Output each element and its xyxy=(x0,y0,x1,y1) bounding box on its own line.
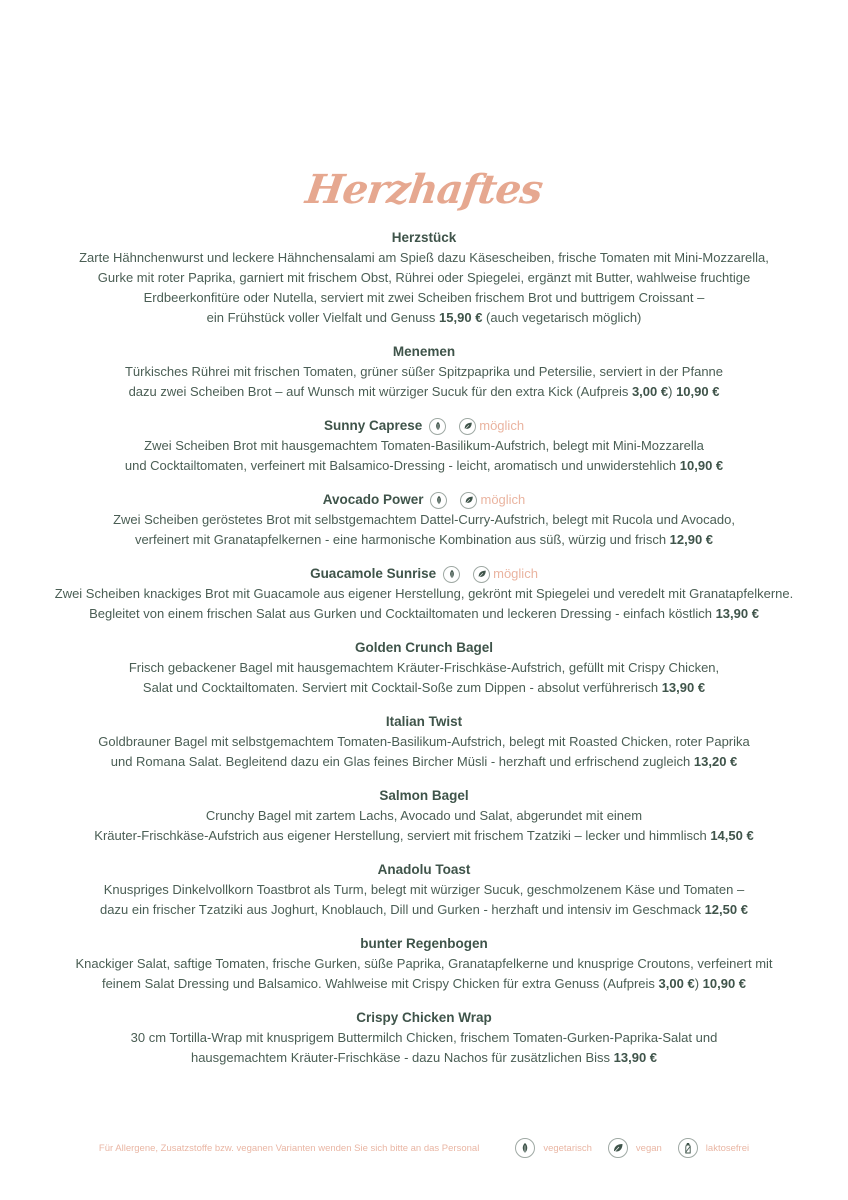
description-text: Gurke mit roter Paprika, garniert mit frischem Obst, Rührei oder Spiegelei, ergänzt mit Butter, wahlweise fruchtige xyxy=(97,270,751,285)
description-text: Salat und Cocktailtomaten. Serviert mit Cocktail-Soße zum Dippen - absolut verführerisch xyxy=(142,680,662,695)
menu-item-header xyxy=(0,1008,848,1028)
price: 13,90 € xyxy=(661,680,706,695)
vegan-possible-label: möglich xyxy=(480,492,526,507)
legend-label: vegan xyxy=(635,1142,662,1154)
description-text: Zwei Scheiben knackiges Brot mit Guacamole aus eigener Herstellung, gekrönt mit Spiegelei und veredelt mit Granatapfelkerne. xyxy=(54,586,794,601)
menu-item-description-line xyxy=(0,678,848,698)
price: 15,90 € xyxy=(439,310,483,325)
description-text: Zarte Hähnchenwurst und leckere Hähnchensalami am Spieß dazu Käsescheiben, frische Tomaten mit Mini-Mozzarella, xyxy=(79,250,769,265)
description-text: verfeinert mit Granatapfelkernen - eine harmonische Kombination aus süß, würzig und frisch xyxy=(134,532,670,547)
menu-item-name: Crispy Chicken Wrap xyxy=(356,1010,492,1025)
menu-item-header xyxy=(0,342,848,362)
description-text: ) xyxy=(668,384,677,399)
allergen-note: Für Allergene, Zusatzstoffe bzw. veganen Varianten wenden Sie sich bitte an das Personal xyxy=(98,1142,480,1154)
menu-item-header xyxy=(0,228,848,248)
menu-item-name: Guacamole Sunrise xyxy=(310,566,437,581)
description-text: feinem Salat Dressing und Balsamico. Wahlweise mit Crispy Chicken für extra Genuss (Aufpreis xyxy=(101,976,659,991)
menu-list xyxy=(0,228,848,1082)
price: 13,90 € xyxy=(613,1050,658,1065)
menu-item-description-line xyxy=(0,456,848,476)
legend xyxy=(499,1138,749,1158)
legend-item xyxy=(678,1138,749,1158)
vegetarian-leaf-icon xyxy=(515,1138,535,1158)
description-text: Crunchy Bagel mit zartem Lachs, Avocado und Salat, abgerundet mit einem xyxy=(205,808,643,823)
menu-item-header xyxy=(0,934,848,954)
menu-item-description-line xyxy=(0,806,848,826)
lactose-free-bottle-icon xyxy=(678,1138,698,1158)
menu-item-description-line xyxy=(0,1048,848,1068)
price: 12,50 € xyxy=(704,902,748,917)
page-title: Herzhaftes xyxy=(302,166,546,213)
menu-item-name: Avocado Power xyxy=(322,492,424,507)
menu-item-description-line xyxy=(0,658,848,678)
price: 3,00 € xyxy=(631,384,669,399)
legend-item xyxy=(608,1138,662,1158)
menu-item xyxy=(0,860,848,920)
menu-item xyxy=(0,416,848,476)
menu-item-description-line xyxy=(0,954,848,974)
menu-item xyxy=(0,712,848,772)
description-text: hausgemachtem Kräuter-Frischkäse - dazu Nachos für zusätzlichen Biss xyxy=(190,1050,614,1065)
menu-item-description-line xyxy=(0,248,848,268)
vegan-option xyxy=(473,564,538,584)
description-text: dazu ein frischer Tzatziki aus Joghurt, Knoblauch, Dill und Gurken - herzhaft und intensiv im Geschmack xyxy=(100,902,705,917)
legend-label: laktosefrei xyxy=(705,1142,750,1154)
description-text: Kräuter-Frischkäse-Aufstrich aus eigener Herstellung, serviert mit frischem Tzatziki – lecker und himmlisch xyxy=(94,828,711,843)
price: 10,90 € xyxy=(676,384,720,399)
menu-item-description-line xyxy=(0,1028,848,1048)
description-text: dazu zwei Scheiben Brot – auf Wunsch mit würziger Sucuk für den extra Kick (Aufpreis xyxy=(128,384,632,399)
description-text: Knackiger Salat, saftige Tomaten, frische Gurken, süße Paprika, Granatapfelkerne und knusprige Croutons, verfeinert mit xyxy=(75,956,773,971)
menu-item xyxy=(0,1008,848,1068)
vegan-possible-label: möglich xyxy=(493,566,538,581)
menu-item-description-line xyxy=(0,604,848,624)
menu-item-description-line xyxy=(0,880,848,900)
vegan-leaf-icon xyxy=(460,492,477,509)
vegan-leaf-icon xyxy=(459,418,476,435)
vegan-option xyxy=(459,416,524,436)
menu-item-name: Anadolu Toast xyxy=(377,862,471,877)
menu-item xyxy=(0,564,848,624)
description-text: ein Frühstück voller Vielfalt und Genuss xyxy=(206,310,440,325)
description-text: (auch vegetarisch möglich) xyxy=(482,310,642,325)
menu-item-description-line xyxy=(0,974,848,994)
vegan-possible-label: möglich xyxy=(479,418,525,433)
menu-item-description-line xyxy=(0,584,848,604)
menu-item-description-line xyxy=(0,436,848,456)
description-text: und Cocktailtomaten, verfeinert mit Balsamico-Dressing - leicht, aromatisch und unwiderstehlich xyxy=(124,458,680,473)
menu-item-description-line xyxy=(0,900,848,920)
menu-item-header xyxy=(0,490,848,510)
description-text: Zwei Scheiben geröstetes Brot mit selbstgemachtem Dattel-Curry-Aufstrich, belegt mit Rucola und Avocado, xyxy=(113,512,735,527)
description-text: Erdbeerkonfitüre oder Nutella, serviert mit zwei Scheiben frischem Brot und buttrigem Croissant – xyxy=(143,290,705,305)
menu-item xyxy=(0,342,848,402)
description-text: ) xyxy=(694,976,703,991)
menu-item-name: bunter Regenbogen xyxy=(360,936,488,951)
menu-item-name: Menemen xyxy=(392,344,456,359)
menu-item xyxy=(0,786,848,846)
vegan-option xyxy=(460,490,525,510)
menu-item-description-line xyxy=(0,826,848,846)
vegetarian-leaf-icon xyxy=(430,492,447,509)
menu-item-header xyxy=(0,416,848,436)
price: 13,90 € xyxy=(715,606,759,621)
vegetarian-leaf-icon xyxy=(443,566,460,583)
description-text: Türkisches Rührei mit frischen Tomaten, grüner süßer Spitzpaprika und Petersilie, serviert in der Pfanne xyxy=(124,364,724,379)
menu-item-header xyxy=(0,786,848,806)
description-text: Knuspriges Dinkelvollkorn Toastbrot als Turm, belegt mit würziger Sucuk, geschmolzenem Käse und Tomaten – xyxy=(103,882,745,897)
footer xyxy=(0,1138,848,1158)
menu-item-name: Golden Crunch Bagel xyxy=(354,640,493,655)
vegetarian-leaf-icon xyxy=(429,418,446,435)
price: 14,50 € xyxy=(710,828,754,843)
price: 3,00 € xyxy=(658,976,695,991)
menu-item-description-line xyxy=(0,362,848,382)
menu-item-description-line xyxy=(0,382,848,402)
menu-item xyxy=(0,934,848,994)
menu-item-description-line xyxy=(0,288,848,308)
menu-item-description-line xyxy=(0,752,848,772)
description-text: Begleitet von einem frischen Salat aus Gurken und Cocktailtomaten und leckeren Dressing - einfach köstlich xyxy=(89,606,716,621)
legend-label: vegetarisch xyxy=(543,1142,592,1154)
menu-item xyxy=(0,228,848,328)
menu-item-header xyxy=(0,860,848,880)
menu-item-description-line xyxy=(0,530,848,550)
description-text: Frisch gebackener Bagel mit hausgemachtem Kräuter-Frischkäse-Aufstrich, gefüllt mit Crispy Chicken, xyxy=(128,660,720,675)
menu-item-header xyxy=(0,638,848,658)
vegan-leaf-icon xyxy=(608,1138,628,1158)
menu-item-description-line xyxy=(0,732,848,752)
menu-item xyxy=(0,490,848,550)
vegan-leaf-icon xyxy=(473,566,490,583)
menu-item-description-line xyxy=(0,510,848,530)
menu-item xyxy=(0,638,848,698)
menu-item-name: Herzstück xyxy=(391,230,457,245)
menu-item-name: Italian Twist xyxy=(385,714,463,729)
description-text: 30 cm Tortilla-Wrap mit knusprigem Buttermilch Chicken, frischem Tomaten-Gurken-Paprika-Salat und xyxy=(130,1030,718,1045)
price: 12,90 € xyxy=(669,532,714,547)
description-text: und Romana Salat. Begleitend dazu ein Glas feines Bircher Müsli - herzhaft und erfrischend zugleich xyxy=(110,754,694,769)
price: 13,20 € xyxy=(693,754,738,769)
description-text: Zwei Scheiben Brot mit hausgemachtem Tomaten-Basilikum-Aufstrich, belegt mit Mini-Mozzarella xyxy=(144,438,704,453)
price: 10,90 € xyxy=(702,976,747,991)
menu-item-description-line xyxy=(0,308,848,328)
price: 10,90 € xyxy=(679,458,724,473)
menu-item-header xyxy=(0,564,848,584)
menu-item-name: Sunny Caprese xyxy=(323,418,423,433)
menu-item-description-line xyxy=(0,268,848,288)
legend-item xyxy=(515,1138,592,1158)
menu-item-header xyxy=(0,712,848,732)
menu-item-name: Salmon Bagel xyxy=(379,788,469,803)
description-text: Goldbrauner Bagel mit selbstgemachtem Tomaten-Basilikum-Aufstrich, belegt mit Roasted Chicken, roter Paprika xyxy=(98,734,750,749)
